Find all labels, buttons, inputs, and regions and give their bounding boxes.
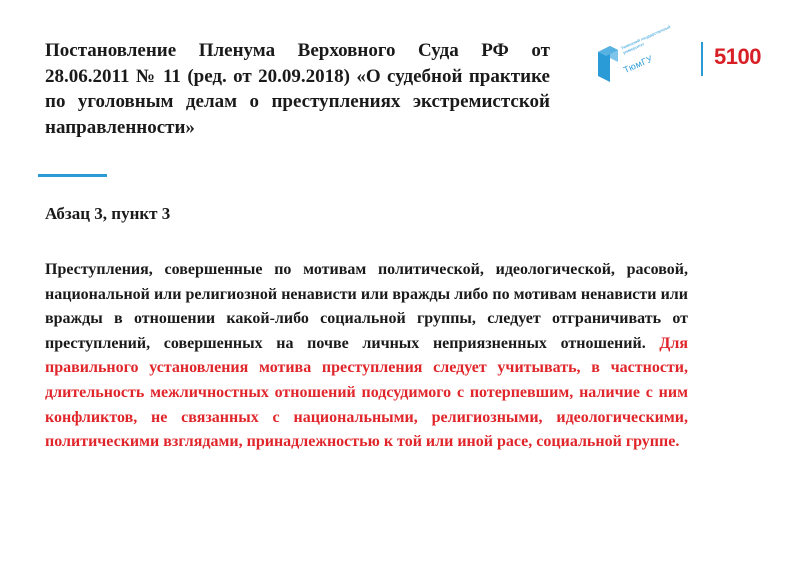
accent-line	[38, 174, 107, 177]
5-100-logo-five: 5	[714, 44, 726, 69]
slide-title: Постановление Пленума Верховного Суда РФ от 28.06.2011 № 11 (ред. от 20.09.2018) «О судебной практике по уголовным делам о преступлениях экстремистской направленности»	[45, 40, 550, 138]
paragraph-red-part: Для правильного установления мотива преступления следует учитывать, в частности, длительность межличностных отношений подсудимого с потерпевшим, наличие с ним конфликтов, не связанных с национальными, религиозными, идеологическими, политическими взглядами, принадлежностью к той или иной расе, социальной группе.	[45, 334, 689, 451]
5-100-logo-hundred: 100	[725, 44, 761, 69]
tyumgu-logo	[596, 24, 696, 90]
logo-divider	[701, 42, 703, 76]
paragraph-black-part: Преступления, совершенные по мотивам политической, идеологической, расовой, национальной или религиозной ненависти или вражды либо по мотивам ненависти или вражды в отношении какой-либо социальной группы, следует отграничивать от преступлений, совершенных на почве личных неприязненных отношений.	[45, 261, 688, 352]
tyumgu-caption: Тюменский государственный университет	[620, 24, 672, 56]
5-100-logo	[714, 44, 761, 70]
body-paragraph	[45, 258, 688, 455]
subheading: Абзац 3, пункт 3	[45, 204, 171, 223]
tyumgu-name: ТюмГУ	[622, 53, 655, 76]
